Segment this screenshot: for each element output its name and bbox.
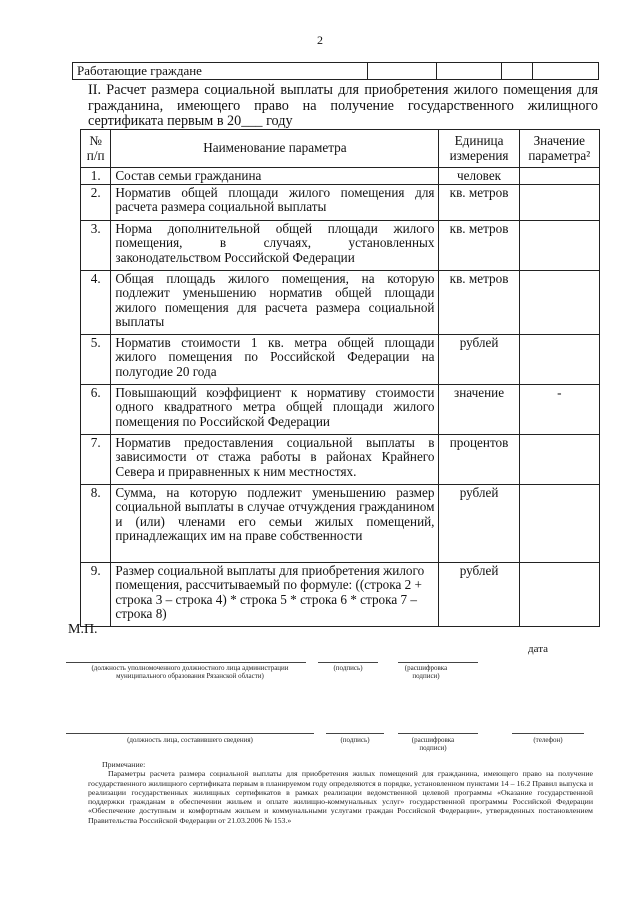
notes xyxy=(88,760,593,825)
signature-line xyxy=(66,733,314,734)
row-value xyxy=(519,271,599,335)
table-row xyxy=(81,485,600,563)
row-value xyxy=(519,185,599,221)
row-unit: значение xyxy=(439,385,519,435)
date-label: дата xyxy=(528,643,549,655)
table-header-row xyxy=(81,130,600,168)
signature-line xyxy=(326,733,384,734)
decoding-caption: (расшифровка подписи) xyxy=(404,664,448,680)
position-caption: (должность лица, составившего сведения) xyxy=(127,736,253,744)
signature-line xyxy=(398,733,478,734)
row-value xyxy=(519,335,599,385)
row-value xyxy=(519,435,599,485)
row-name: Состав семьи гражданина xyxy=(111,168,439,185)
signature-line xyxy=(66,662,306,663)
row-name: Сумма, на которую подлежит уменьшению размер социальной выплаты в случае отчуждения гражданином и (или) членами его семьи жилых помещений, принадлежащих им на праве собственности xyxy=(111,485,439,563)
stamp-label: М.П. xyxy=(68,622,98,637)
top-table xyxy=(72,62,599,80)
row-value: - xyxy=(519,385,599,435)
signature-line xyxy=(512,733,584,734)
row-num: 2. xyxy=(81,185,111,221)
row-name: Размер социальной выплаты для приобретения жилого помещения, рассчитываемый по формуле: ((строка 2 + строка 3 – строка 4) * строка 5 * строка 6 * строка 7 – строка 8) xyxy=(111,563,439,627)
row-unit: кв. метров xyxy=(439,271,519,335)
table-row xyxy=(81,185,600,221)
phone-caption: (телефон) xyxy=(533,736,563,744)
row-num: 5. xyxy=(81,335,111,385)
header-unit: Единица измерения xyxy=(439,130,519,168)
row-unit: кв. метров xyxy=(439,221,519,271)
row-num: 1. xyxy=(81,168,111,185)
signature-line xyxy=(398,662,478,663)
parameters-table xyxy=(80,129,600,627)
header-num: № п/п xyxy=(81,130,111,168)
row-num: 8. xyxy=(81,485,111,563)
top-table-label: Работающие граждане xyxy=(73,63,368,80)
row-num: 3. xyxy=(81,221,111,271)
section-title: II. Расчет размера социальной выплаты для приобретения жилого помещения для гражданина, имеющего право на получение государственного жилищного сертификата первым в 20___ году xyxy=(88,82,598,129)
table-row xyxy=(81,385,600,435)
header-value: Значение параметра² xyxy=(519,130,599,168)
row-num: 9. xyxy=(81,563,111,627)
row-name: Норма дополнительной общей площади жилого помещения, в случаях, установленных законодательством Российской Федерации xyxy=(111,221,439,271)
row-value xyxy=(519,168,599,185)
signature-caption: (подпись) xyxy=(340,736,370,744)
row-name: Норматив общей площади жилого помещения для расчета размера социальной выплаты xyxy=(111,185,439,221)
notes-title: Примечание: xyxy=(102,760,146,769)
notes-text: Параметры расчета размера социальной выплаты для приобретения жилых помещений для гражданина, имеющего право на получение государственного жилищного сертификата первым в планируемом году определяются в порядке, установленном пунктами 14 – 16.2 Правил выпуска и реализации государственных жилищных сертификатов в рамках реализации ведомственной целевой программы «Оказание государственной поддержки гражданам в обеспечении жильем и оплате жилищно-коммунальных услуг» государственной программы Российской Федерации «Обеспечение доступным и комфортным жильем и коммунальными услугами граждан Российской Федерации», утвержденных постановлением Правительства Российской Федерации от 21.03.2006 № 153.» xyxy=(88,769,593,825)
row-name: Повышающий коэффициент к нормативу стоимости одного квадратного метра общей площади жилого помещения по Российской Федерации xyxy=(111,385,439,435)
row-value xyxy=(519,221,599,271)
row-unit: процентов xyxy=(439,435,519,485)
row-unit: кв. метров xyxy=(439,185,519,221)
row-unit: рублей xyxy=(439,563,519,627)
row-unit: человек xyxy=(439,168,519,185)
decoding-caption: (расшифровка подписи) xyxy=(411,736,455,752)
table-row xyxy=(81,335,600,385)
table-row xyxy=(81,435,600,485)
table-row xyxy=(81,271,600,335)
signature-line xyxy=(318,662,378,663)
row-value xyxy=(519,485,599,563)
header-name: Наименование параметра xyxy=(111,130,439,168)
signature-caption: (подпись) xyxy=(333,664,363,672)
row-name: Норматив стоимости 1 кв. метра общей площади жилого помещения по Российской Федерации на полугодие 20 года xyxy=(111,335,439,385)
table-row xyxy=(81,168,600,185)
row-name: Норматив предоставления социальной выплаты в зависимости от стажа работы в районах Крайнего Севера и приравненных к ним местностях. xyxy=(111,435,439,485)
table-row xyxy=(81,221,600,271)
row-num: 7. xyxy=(81,435,111,485)
position-caption: (должность уполномоченного должностного лица администрации муниципального образования Рязанской области) xyxy=(91,664,289,680)
row-value xyxy=(519,563,599,627)
row-unit: рублей xyxy=(439,335,519,385)
row-num: 6. xyxy=(81,385,111,435)
page-number: 2 xyxy=(317,33,323,47)
row-name: Общая площадь жилого помещения, на которую подлежит уменьшению норматив общей площади жилого помещения для расчета размера социальной выплаты xyxy=(111,271,439,335)
table-row xyxy=(81,563,600,627)
row-num: 4. xyxy=(81,271,111,335)
row-unit: рублей xyxy=(439,485,519,563)
